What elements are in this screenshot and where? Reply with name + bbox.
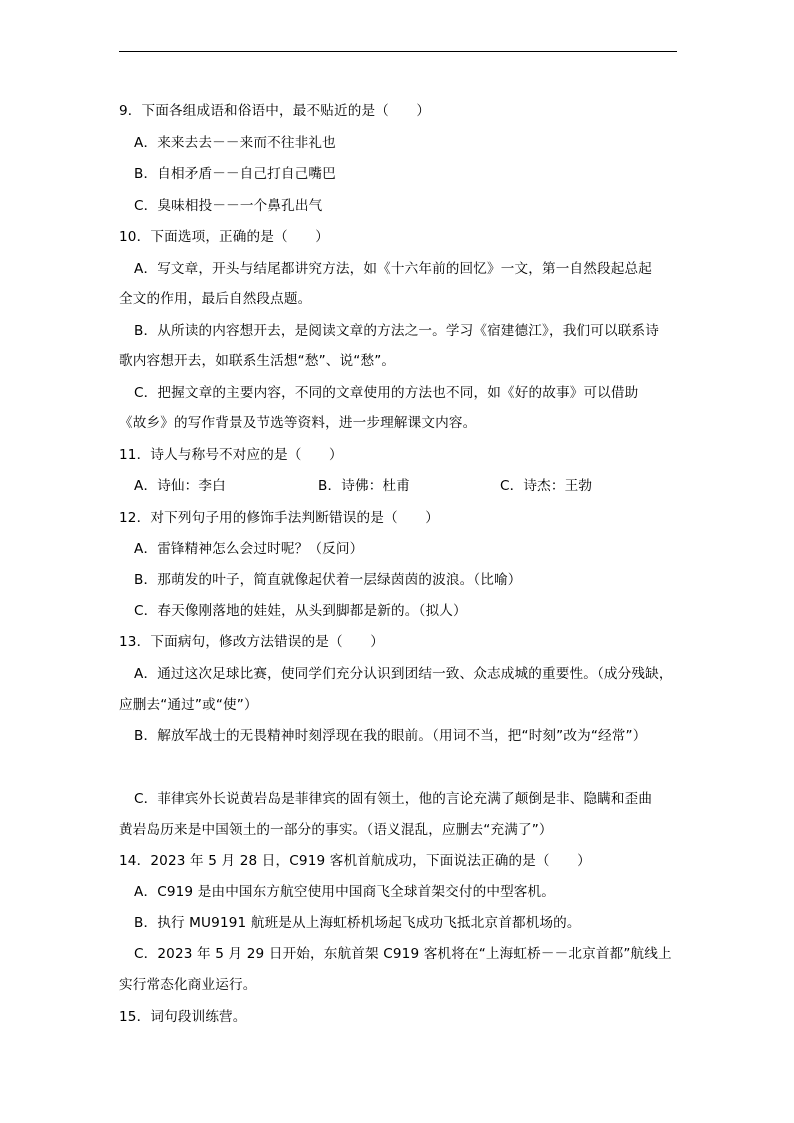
q9-stem: 9．下面各组成语和俗语中，最不贴近的是（ ） bbox=[119, 103, 431, 119]
q14-option-c-line1: C．2023 年 5 月 29 日开始，东航首架 C919 客机将在“上海虹桥－－北京首都”航线上 bbox=[134, 946, 672, 962]
q12-option-b: B．那萌发的叶子，简直就像起伏着一层绿茵茵的波浪。（比喻） bbox=[134, 572, 522, 588]
q13-option-c-line1: C．菲律宾外长说黄岩岛是菲律宾的固有领土，他的言论充满了颠倒是非、隐瞒和歪曲 bbox=[134, 791, 653, 807]
q13-option-b: B．解放军战士的无畏精神时刻浮现在我的眼前。（用词不当，把“时刻”改为“经常”） bbox=[134, 728, 647, 744]
q13-stem: 13．下面病句，修改方法错误的是（ ） bbox=[119, 634, 384, 650]
q10-option-b-line2: 歌内容想开去，如联系生活想“愁”、说“愁”。 bbox=[119, 353, 396, 369]
q11-option-b: B．诗佛：杜甫 bbox=[318, 478, 410, 494]
q13-option-a-line2: 应删去“通过”或“使”） bbox=[119, 697, 258, 713]
q10-option-c-line1: C．把握文章的主要内容，不同的文章使用的方法也不同，如《好的故事》可以借助 bbox=[134, 385, 639, 401]
q10-option-c-line2: 《故乡》的写作背景及节选等资料，进一步理解课文内容。 bbox=[119, 415, 477, 431]
q12-stem: 12．对下列句子用的修饰手法判断错误的是（ ） bbox=[119, 510, 439, 526]
q11-option-c: C．诗杰：王勃 bbox=[500, 478, 593, 494]
q11-option-a: A．诗仙：李白 bbox=[134, 478, 226, 494]
q14-option-b: B．执行 MU9191 航班是从上海虹桥机场起飞成功飞抵北京首都机场的。 bbox=[134, 915, 581, 931]
q10-option-a-line2: 全文的作用，最后自然段点题。 bbox=[119, 291, 312, 307]
q14-stem: 14．2023 年 5 月 28 日，C919 客机首航成功，下面说法正确的是（ ） bbox=[119, 853, 591, 869]
q12-option-c: C．春天像刚落地的娃娃，从头到脚都是新的。（拟人） bbox=[134, 603, 467, 619]
q9-option-a: A．来来去去－－来而不往非礼也 bbox=[134, 135, 336, 151]
q13-option-c-line2: 黄岩岛历来是中国领土的一部分的事实。（语义混乱，应删去“充满了”） bbox=[119, 822, 553, 838]
header-rule bbox=[119, 51, 677, 52]
q9-option-c: C．臭味相投－－一个鼻孔出气 bbox=[134, 198, 323, 214]
q15-stem: 15．词句段训练营。 bbox=[119, 1009, 247, 1025]
q13-option-a-line1: A．通过这次足球比赛，使同学们充分认识到团结一致、众志成城的重要性。（成分残缺， bbox=[134, 666, 673, 682]
q10-stem: 10．下面选项，正确的是（ ） bbox=[119, 229, 330, 245]
q14-option-a: A．C919 是由中国东方航空使用中国商飞全球首架交付的中型客机。 bbox=[134, 884, 556, 900]
q12-option-a: A．雷锋精神怎么会过时呢？（反问） bbox=[134, 541, 364, 557]
q10-option-a-line1: A．写文章，开头与结尾都讲究方法，如《十六年前的回忆》一文，第一自然段起总起 bbox=[134, 261, 652, 277]
q9-option-b: B．自相矛盾－－自己打自己嘴巴 bbox=[134, 166, 336, 182]
q11-stem: 11．诗人与称号不对应的是（ ） bbox=[119, 447, 343, 463]
q14-option-c-line2: 实行常态化商业运行。 bbox=[119, 977, 257, 993]
q10-option-b-line1: B．从所读的内容想开去，是阅读文章的方法之一。学习《宿建德江》，我们可以联系诗 bbox=[134, 323, 659, 339]
